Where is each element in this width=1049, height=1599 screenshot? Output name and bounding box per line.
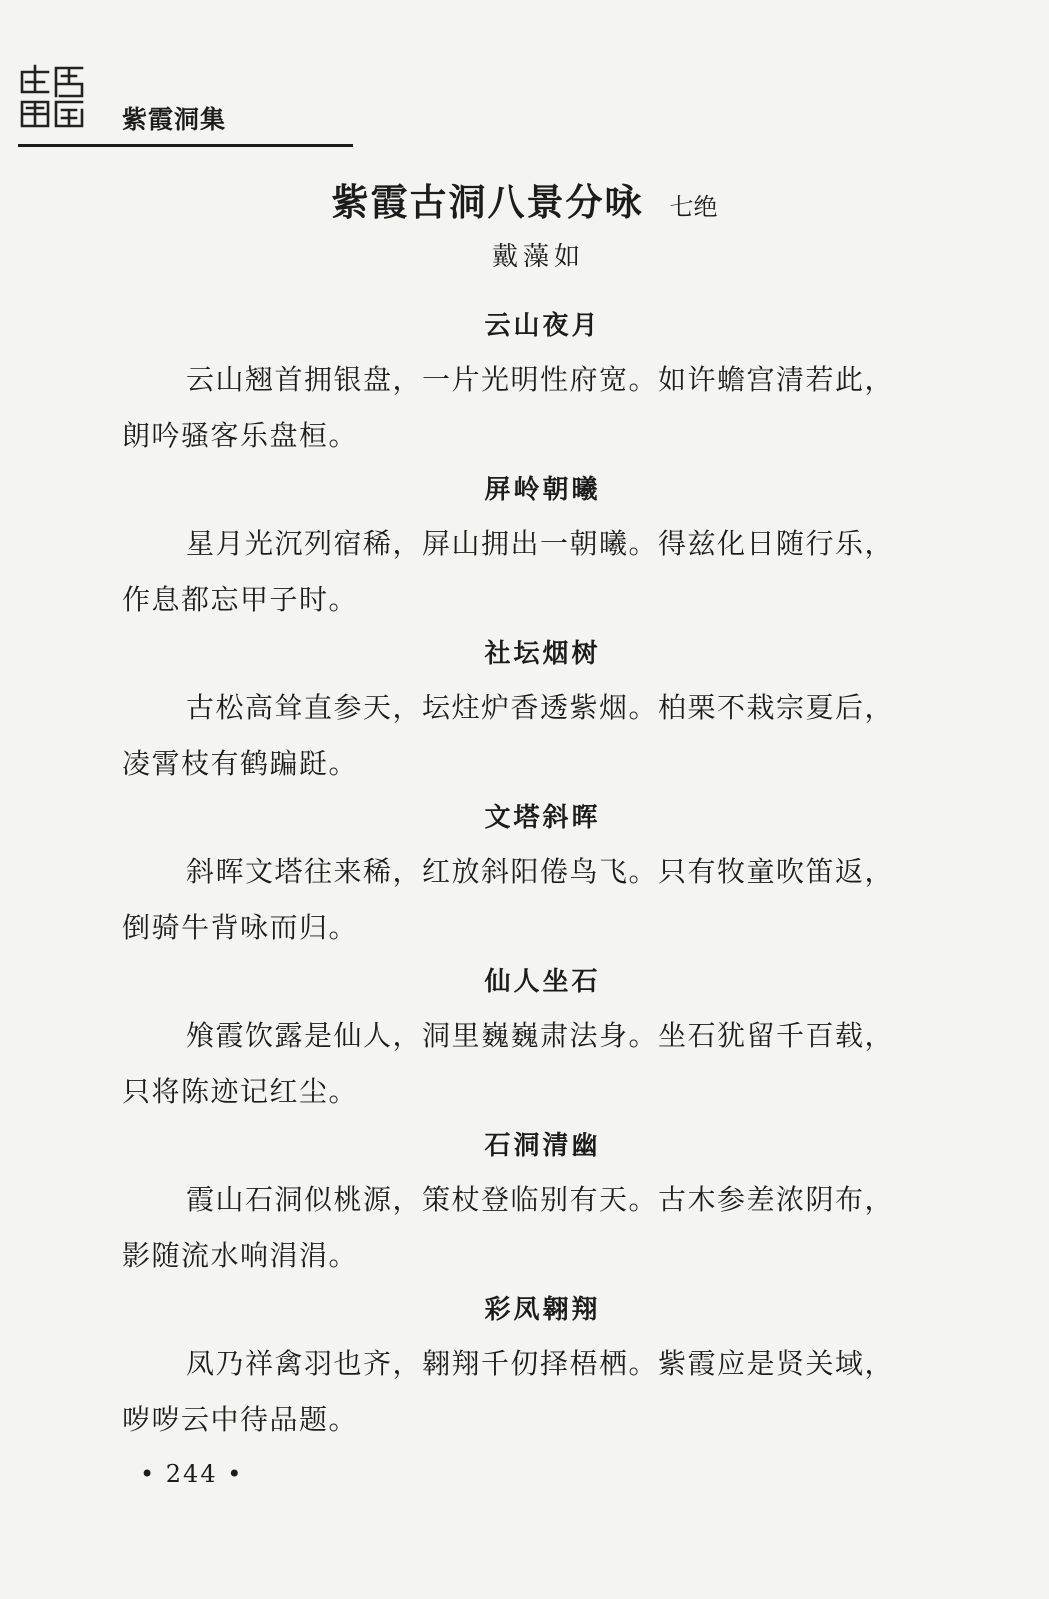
- poem-text: [122, 1336, 947, 1448]
- poem-line: 古松高耸直参天，坛炷炉香透紫烟。柏栗不栽宗夏后，: [186, 691, 895, 724]
- poem-line: 作息都忘甲子时。: [122, 583, 359, 616]
- poem-line: 只将陈迹记红尘。: [122, 1075, 359, 1108]
- poem-form: 七绝: [669, 193, 718, 221]
- page-title: 紫霞古洞八景分咏: [331, 180, 644, 224]
- poem-title: 屏岭朝曦: [484, 475, 601, 505]
- poem-section: [0, 470, 1049, 616]
- poem-section: [0, 306, 1049, 452]
- poem-line: 哕哕云中待品题。: [122, 1403, 359, 1436]
- poem-line: 凌霄枝有鹤蹁跹。: [122, 747, 359, 780]
- poem-title: 石洞清幽: [484, 1131, 601, 1161]
- poem-line: 霞山石洞似桃源，策杖登临别有天。古木参差浓阴布，: [186, 1183, 895, 1216]
- poem-line: 云山翘首拥银盘，一片光明性府宽。如许蟾宫清若此，: [186, 363, 895, 396]
- poem-title: 仙人坐石: [484, 967, 601, 997]
- poem-text: [122, 844, 947, 956]
- poem-line: 凤乃祥禽羽也齐，翱翔千仞择梧栖。紫霞应是贤关域，: [186, 1347, 895, 1380]
- poem-text: [122, 680, 947, 792]
- poem-line: 星月光沉列宿稀，屏山拥出一朝曦。得兹化日随行乐，: [186, 527, 895, 560]
- poem-text: [122, 516, 947, 628]
- poem-text: [122, 352, 947, 464]
- poem-text: [122, 1008, 947, 1120]
- poem-title: 云山夜月: [484, 311, 601, 341]
- seal-logo-icon: [18, 62, 88, 132]
- poem-section: [0, 962, 1049, 1108]
- poem-section: [0, 798, 1049, 944]
- title-row: [0, 172, 1049, 226]
- poem-section: [0, 1290, 1049, 1436]
- poem-section: [0, 634, 1049, 780]
- header-rule: [18, 144, 353, 147]
- poem-title: 彩凤翱翔: [484, 1295, 601, 1325]
- poem-line: 飧霞饮露是仙人，洞里巍巍肃法身。坐石犹留千百载，: [186, 1019, 895, 1052]
- page-number: • 244 •: [140, 1460, 244, 1488]
- poem-section: [0, 1126, 1049, 1272]
- poem-line: 影随流水响涓涓。: [122, 1239, 359, 1272]
- poem-text: [122, 1172, 947, 1284]
- poem-title: 文塔斜晖: [484, 803, 601, 833]
- poem-line: 朗吟骚客乐盘桓。: [122, 419, 359, 452]
- poem-line: 倒骑牛背咏而归。: [122, 911, 359, 944]
- author-name: 戴藻如: [491, 242, 585, 272]
- running-head: 紫霞洞集: [122, 105, 227, 134]
- poem-line: 斜晖文塔往来稀，红放斜阳倦鸟飞。只有牧童吹笛返，: [186, 855, 895, 888]
- poem-title: 社坛烟树: [484, 639, 601, 669]
